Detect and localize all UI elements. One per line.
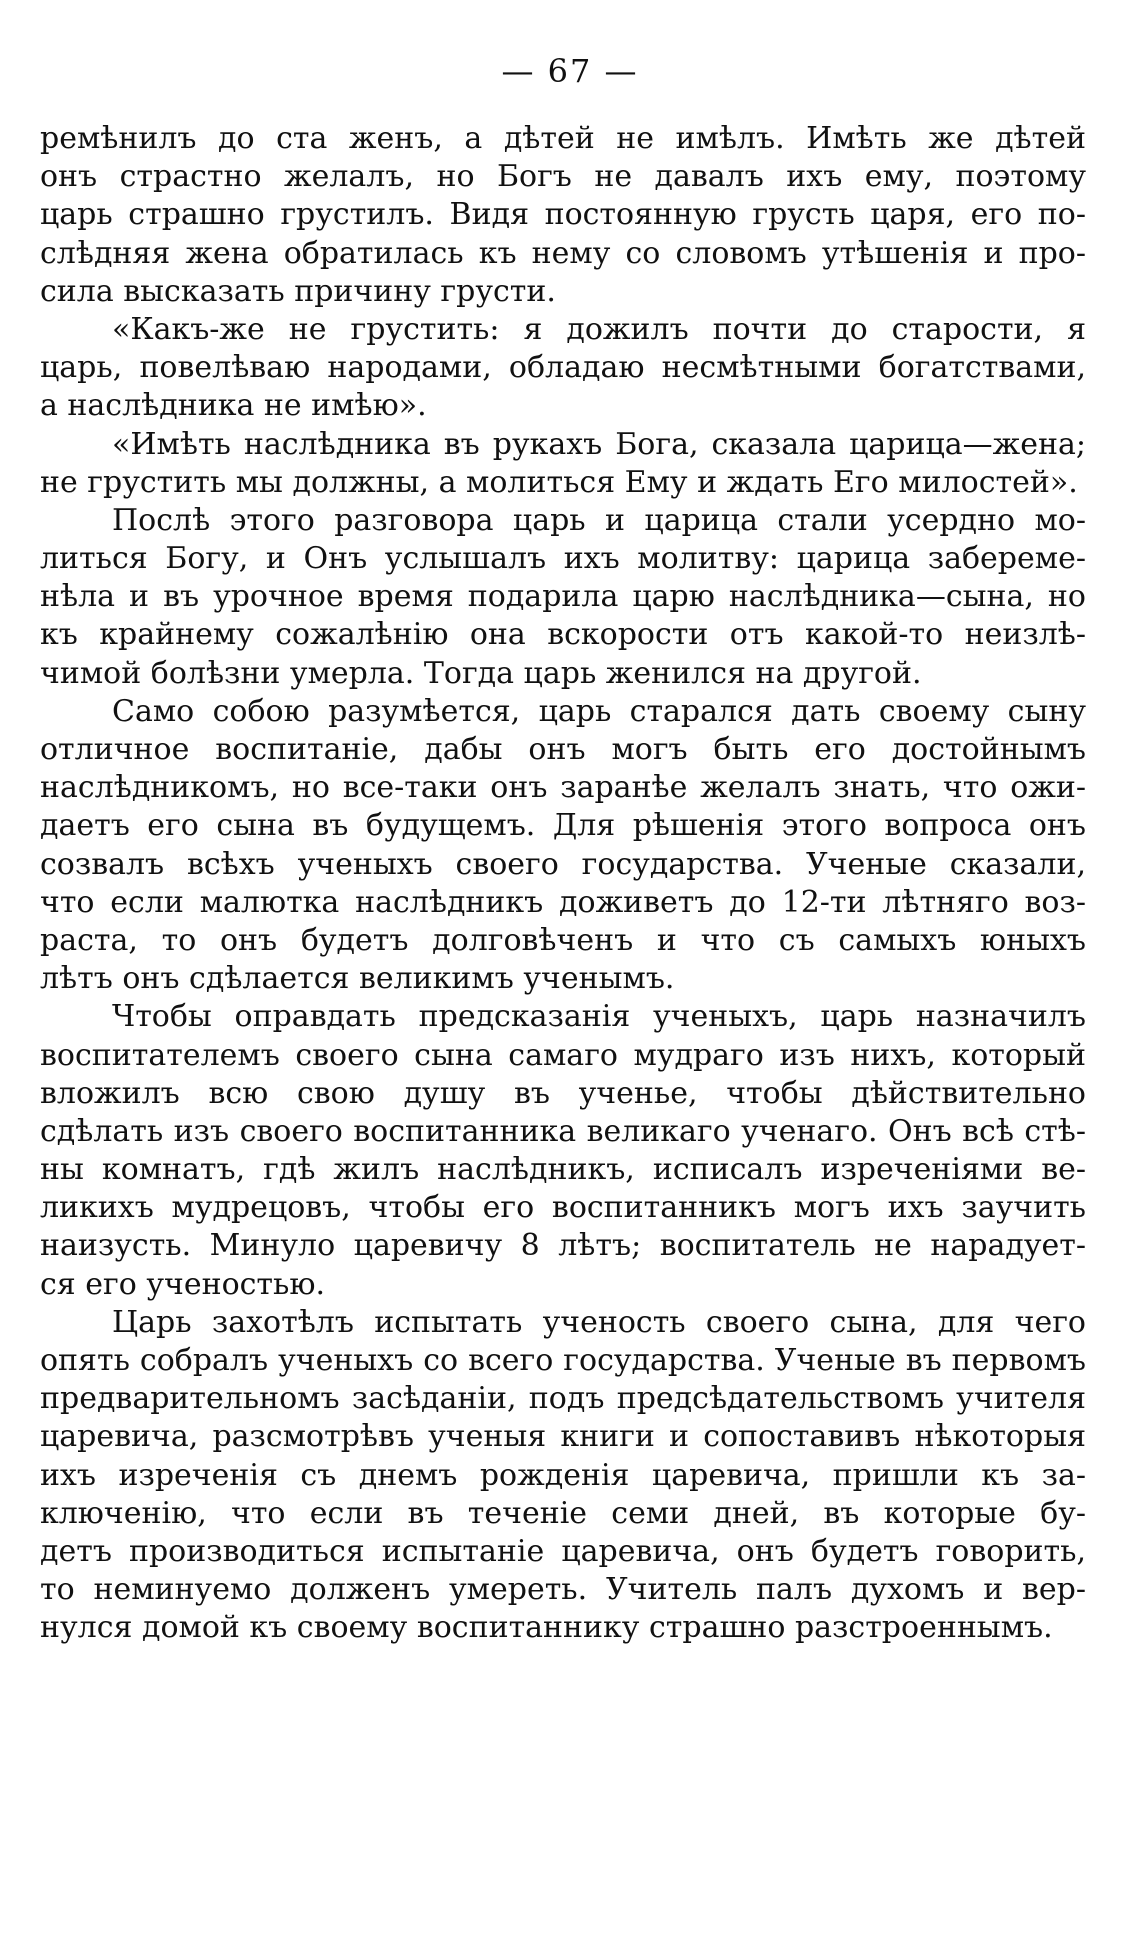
text-line: отличное воспитаніе, дабы онъ могъ быть его достойнымъ — [40, 732, 1086, 767]
text-line: царь страшно грустилъ. Видя постоянную грусть царя, его по- — [40, 197, 1086, 233]
text-line: нѣла и въ урочное время подарила царю наслѣдника—сына, но — [40, 579, 1086, 615]
text-line: царь, повелѣваю народами, обладаю несмѣтными богатствами, — [40, 350, 1086, 386]
text-line: чимой болѣзни умерла. Тогда царь женился на другой. — [40, 655, 922, 691]
text-line: ны комнатъ, гдѣ жилъ наслѣдникъ, исписалъ изреченіями ве- — [40, 1152, 1086, 1188]
text-line: ключенію, что если въ теченіе семи дней, въ которые бу- — [40, 1495, 1086, 1531]
text-line: царевича, разсмотрѣвъ ученыя книги и сопоставивъ нѣкоторыя — [40, 1419, 1086, 1455]
text-line: ся его ученостью. — [40, 1266, 326, 1302]
text-line: «Имѣть наслѣдника въ рукахъ Бога, сказала царица—жена; — [112, 426, 1086, 462]
text-line: «Какъ-же не грустить: я дожилъ почти до старости, я — [112, 311, 1086, 347]
text-line: вложилъ всю свою душу въ ученье, чтобы дѣйствительно — [40, 1075, 1086, 1111]
text-line: то неминуемо долженъ умереть. Учитель палъ духомъ и вер- — [40, 1572, 1086, 1608]
text-line: детъ производиться испытаніе царевича, онъ будетъ говорить, — [40, 1533, 1086, 1569]
text-line: нулся домой къ своему воспитаннику страшно разстроеннымъ. — [40, 1610, 1053, 1646]
text-line: не грустить мы должны, а молиться Ему и ждать Его милостей». — [40, 464, 1078, 500]
text-line: ремѣнилъ до ста женъ, а дѣтей не имѣлъ. Имѣть же дѣтей — [40, 121, 1086, 156]
text-line: наслѣдникомъ, но все-таки онъ заранѣе желалъ знать, что ожи- — [40, 770, 1086, 806]
text-line: раста, то онъ будетъ долговѣченъ и что съ самыхъ юныхъ — [40, 922, 1086, 958]
text-line: ликихъ мудрецовъ, чтобы его воспитанникъ могъ ихъ заучить — [40, 1190, 1086, 1226]
text-line: даетъ его сына въ будущемъ. Для рѣшенія этого вопроса онъ — [40, 808, 1086, 844]
text-line: что если малютка наслѣдникъ доживетъ до 12-ти лѣтняго воз- — [40, 884, 1086, 920]
text-line: сила высказать причину грусти. — [40, 273, 556, 309]
text-line: Послѣ этого разговора царь и царица стали усердно мо- — [112, 502, 1086, 538]
text-line: опять собралъ ученыхъ со всего государства. Ученые въ первомъ — [40, 1343, 1086, 1378]
text-line: Чтобы оправдать предсказанія ученыхъ, царь назначилъ — [112, 999, 1086, 1035]
text-line: лѣтъ онъ сдѣлается великимъ ученымъ. — [40, 961, 675, 997]
text-line: къ крайнему сожалѣнію она вскорости отъ какой-то неизлѣ- — [40, 617, 1086, 653]
text-line: сдѣлать изъ своего воспитанника великаго ученаго. Онъ всѣ стѣ- — [40, 1113, 1086, 1149]
page-number: — 67 — — [501, 52, 639, 90]
text-line: Само собою разумѣется, царь старался дать своему сыну — [112, 693, 1086, 729]
text-line: ихъ изреченія съ днемъ рожденія царевича, пришли къ за- — [40, 1457, 1086, 1493]
text-line: онъ страстно желалъ, но Богъ не давалъ ихъ ему, поэтому — [40, 159, 1086, 195]
text-line: предварительномъ засѣданіи, подъ предсѣдательствомъ учителя — [40, 1381, 1086, 1417]
text-line: а наслѣдника не имѣю». — [40, 388, 427, 424]
text-line: слѣдняя жена обратилась къ нему со словомъ утѣшенія и про- — [40, 235, 1086, 271]
text-line: созвалъ всѣхъ ученыхъ своего государства. Ученые сказали, — [40, 846, 1086, 882]
text-line: воспитателемъ своего сына самаго мудраго изъ нихъ, который — [40, 1037, 1086, 1073]
text-line: наизусть. Минуло царевичу 8 лѣтъ; воспитатель не нарадует- — [40, 1228, 1086, 1264]
page-text-body — [40, 120, 1086, 1648]
text-line: литься Богу, и Онъ услышалъ ихъ молитву: царица забереме- — [40, 541, 1086, 577]
text-line: Царь захотѣлъ испытать ученость своего сына, для чего — [112, 1304, 1086, 1340]
